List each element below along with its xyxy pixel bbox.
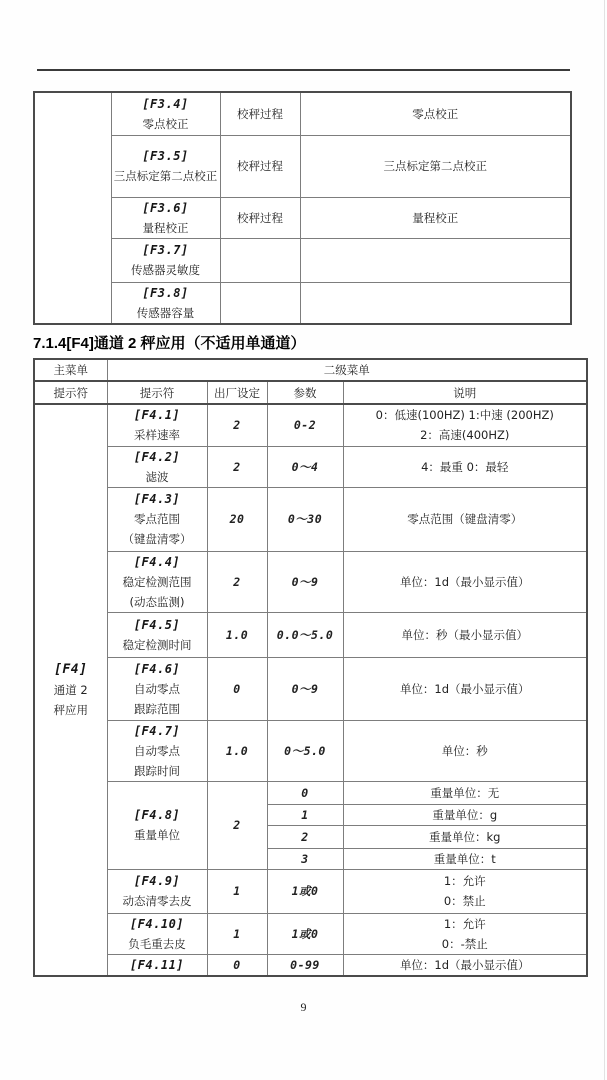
table-row [34, 869, 587, 913]
main-menu-cell [34, 404, 107, 976]
parameter-range: 0～9 [267, 657, 343, 720]
description-cell [343, 404, 587, 446]
prompt-cell [111, 238, 220, 282]
prompt-cell [107, 404, 207, 446]
prompt-code: [F4.2] [133, 449, 181, 464]
parameter-option: 3 [267, 848, 343, 869]
parameter-range: 1或0 [267, 913, 343, 954]
prompt-label-line2: (动态监测) [129, 594, 185, 609]
main-menu-empty-cell [34, 92, 111, 324]
description-line: 0：-禁止 [441, 936, 488, 951]
prompt-code: [F3.8] [142, 285, 189, 300]
parameter-option: 0 [267, 781, 343, 804]
table-row [34, 404, 587, 446]
prompt-cell [111, 197, 220, 238]
prompt-cell [107, 869, 207, 913]
prompt-cell [107, 781, 207, 869]
prompt-cell [107, 913, 207, 954]
prompt-label: 重量单位 [134, 828, 180, 842]
parameter-option: 2 [267, 825, 343, 848]
factory-default: 1 [207, 869, 267, 913]
page-number: 9 [300, 1000, 307, 1014]
parameter-range: 0～9 [267, 551, 343, 612]
factory-default: 1.0 [207, 720, 267, 781]
prompt-label: 三点标定第二点校正 [113, 169, 218, 183]
table-row [34, 197, 571, 238]
prompt-label: 稳定检测时间 [122, 637, 192, 652]
prompt-cell [107, 954, 207, 976]
option-description: 重量单位：g [343, 804, 587, 825]
header-prompt: 提示符 [34, 381, 107, 404]
table-header-row [34, 381, 587, 404]
prompt-label: 采样速率 [134, 428, 180, 443]
prompt-code: [F4.3] [133, 492, 181, 506]
table-row [34, 720, 587, 781]
prompt-code: [F4.4] [133, 554, 181, 569]
table-row [34, 781, 587, 804]
factory-default: 2 [207, 551, 267, 612]
prompt-label: 传感器灵敏度 [131, 263, 200, 277]
prompt-code: [F4.11] [129, 957, 185, 972]
header-prompt2: 提示符 [107, 381, 207, 404]
table-row [34, 657, 587, 720]
prompt-cell [107, 446, 207, 487]
parameter-range: 0～4 [267, 446, 343, 487]
parameter-range: 0～5.0 [267, 720, 343, 781]
factory-default: 2 [207, 781, 267, 869]
table-row [34, 954, 587, 976]
description-cell [300, 238, 571, 282]
prompt-code: [F3.6] [142, 200, 189, 215]
parameter-range: 0.0～5.0 [267, 612, 343, 657]
table-row [34, 238, 571, 282]
factory-default: 0 [207, 954, 267, 976]
process-cell: 校秤过程 [220, 135, 300, 197]
factory-default: 1.0 [207, 612, 267, 657]
table-row [34, 487, 587, 551]
prompt-code: [F3.7] [142, 243, 189, 257]
prompt-code: [F3.4] [142, 96, 189, 111]
description-cell: 零点范围（键盘清零） [343, 487, 587, 551]
prompt-code: [F4.5] [133, 617, 181, 632]
prompt-cell [107, 551, 207, 612]
header-factory-default: 出厂设定 [207, 381, 267, 404]
option-description: 重量单位：t [343, 848, 587, 869]
header-rule [37, 69, 570, 71]
description-cell: 零点校正 [300, 92, 571, 135]
f4-settings-table [33, 358, 588, 977]
header-parameter: 参数 [267, 381, 343, 404]
prompt-code: [F4.6] [133, 661, 181, 676]
process-cell [220, 238, 300, 282]
description-line: 1：允许 [443, 916, 486, 931]
prompt-cell [111, 282, 220, 324]
prompt-code: [F4.9] [133, 874, 181, 888]
description-line: 2：高速(400HZ) [420, 428, 510, 443]
factory-default: 2 [207, 404, 267, 446]
main-menu-code: [F4] [54, 661, 88, 677]
description-cell: 单位：1d（最小显示值） [343, 954, 587, 976]
table-row [34, 612, 587, 657]
description-line: 0：禁止 [443, 894, 486, 908]
table-row [34, 135, 571, 197]
description-cell: 单位：1d（最小显示值） [343, 657, 587, 720]
prompt-label: 零点校正 [142, 116, 189, 131]
description-cell: 三点标定第二点校正 [300, 135, 571, 197]
table-row [34, 282, 571, 324]
header-submenu: 二级菜单 [107, 359, 587, 381]
description-line: 1：允许 [443, 874, 486, 888]
factory-default: 2 [207, 446, 267, 487]
process-cell: 校秤过程 [220, 197, 300, 238]
parameter-range: 0-99 [267, 954, 343, 976]
option-description: 重量单位：无 [343, 781, 587, 804]
prompt-cell [111, 135, 220, 197]
prompt-label: 零点范围 [134, 512, 180, 526]
description-cell: 单位：秒（最小显示值） [343, 612, 587, 657]
prompt-code: [F4.10] [129, 916, 185, 931]
section-heading: 7.1.4[F4]通道 2 秤应用（不适用单通道） [33, 335, 306, 352]
table-header-row [34, 359, 587, 381]
header-main-menu: 主菜单 [34, 359, 107, 381]
prompt-cell [111, 92, 220, 135]
prompt-code: [F4.8] [133, 808, 181, 822]
page-edge-line [604, 0, 605, 1080]
main-menu-label-line1: 通道 2 [53, 682, 88, 697]
factory-default: 0 [207, 657, 267, 720]
parameter-range: 0-2 [267, 404, 343, 446]
prompt-label-line2: 跟踪时间 [134, 763, 180, 778]
prompt-label: 传感器容量 [136, 305, 195, 320]
factory-default: 1 [207, 913, 267, 954]
prompt-label: 滤波 [145, 469, 169, 484]
prompt-label: 稳定检测范围 [122, 574, 192, 589]
parameter-option: 1 [267, 804, 343, 825]
description-cell [343, 913, 587, 954]
description-cell: 单位：1d（最小显示值） [343, 551, 587, 612]
parameter-range: 0～30 [267, 487, 343, 551]
prompt-label-line2: 跟踪范围 [134, 701, 180, 716]
prompt-code: [F3.5] [142, 149, 189, 163]
table-row [34, 446, 587, 487]
prompt-cell [107, 657, 207, 720]
process-cell [220, 282, 300, 324]
prompt-label: 自动零点 [134, 743, 180, 758]
option-description: 重量单位：kg [343, 825, 587, 848]
calibration-table [33, 91, 572, 325]
prompt-code: [F4.7] [133, 723, 181, 738]
prompt-label: 量程校正 [142, 220, 189, 235]
table-row [34, 92, 571, 135]
prompt-cell [107, 487, 207, 551]
prompt-label: 动态清零去皮 [122, 894, 192, 908]
description-line: 0：低速(100HZ) 1:中速 (200HZ) [375, 408, 554, 423]
prompt-cell [107, 612, 207, 657]
prompt-label-line2: （键盘清零） [122, 532, 192, 546]
parameter-range: 1或0 [267, 869, 343, 913]
factory-default: 20 [207, 487, 267, 551]
table-row [34, 551, 587, 612]
description-cell: 量程校正 [300, 197, 571, 238]
main-menu-label-line2: 秤应用 [53, 702, 88, 717]
prompt-code: [F4.1] [133, 408, 181, 423]
prompt-cell [107, 720, 207, 781]
description-cell: 单位：秒 [343, 720, 587, 781]
description-cell [343, 869, 587, 913]
description-cell: 4：最重 0：最轻 [343, 446, 587, 487]
process-cell: 校秤过程 [220, 92, 300, 135]
prompt-label: 负毛重去皮 [128, 936, 186, 951]
table-row [34, 913, 587, 954]
prompt-label: 自动零点 [134, 681, 180, 696]
header-description: 说明 [343, 381, 587, 404]
description-cell [300, 282, 571, 324]
